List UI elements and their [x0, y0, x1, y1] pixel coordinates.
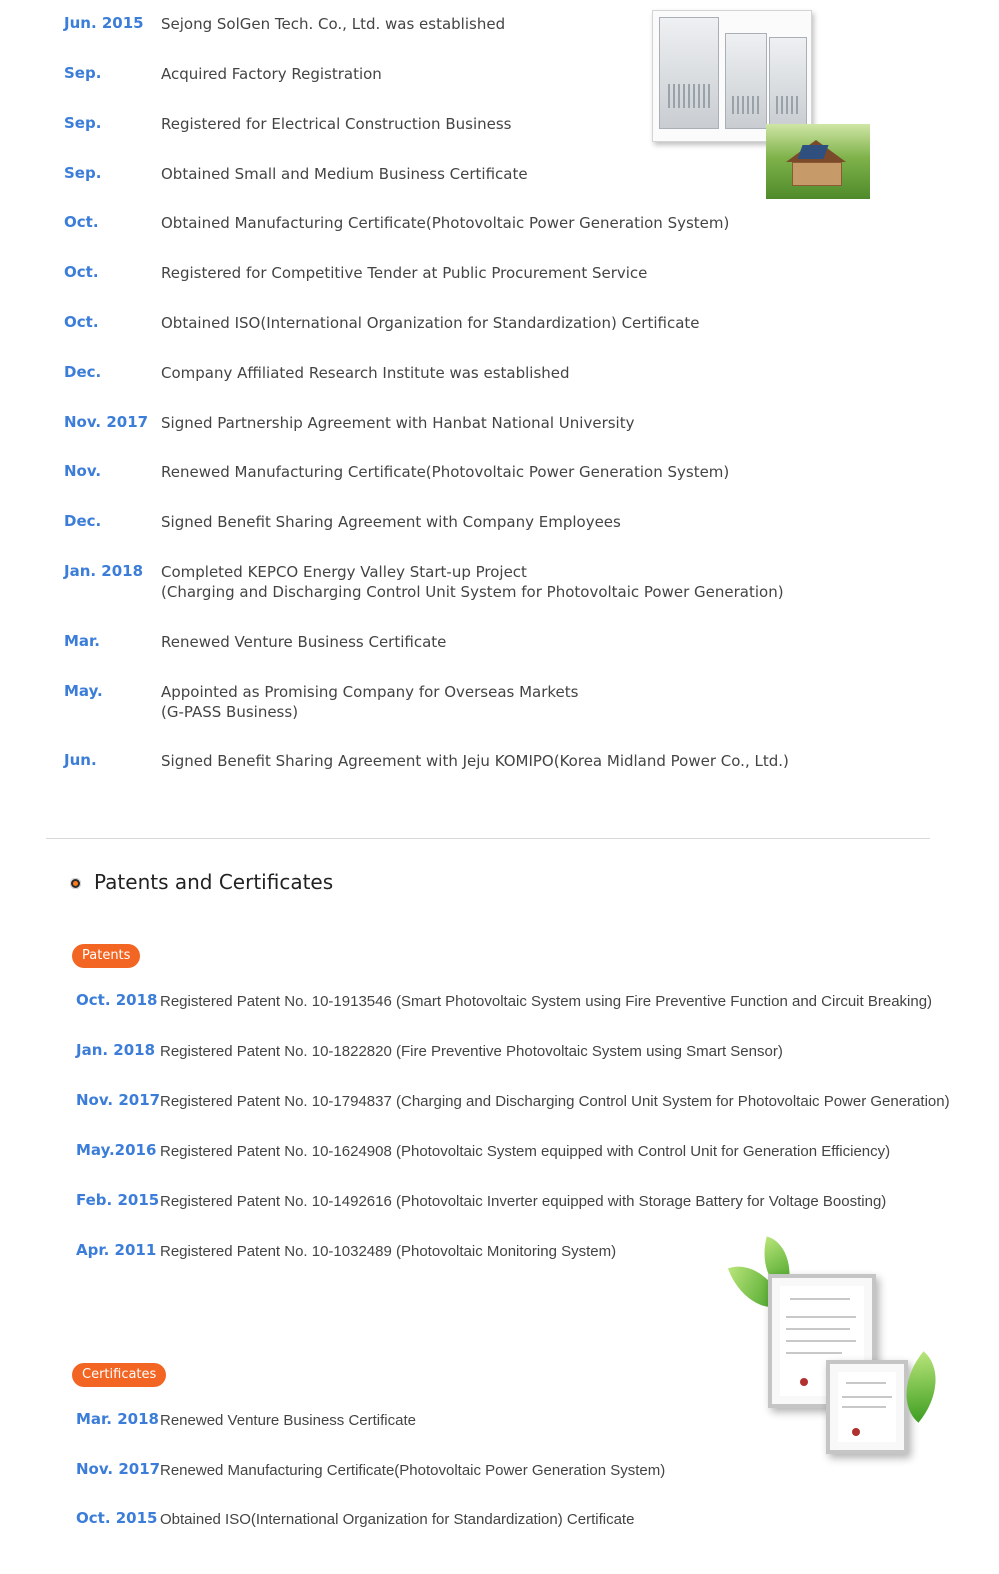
- history-description: [161, 164, 528, 184]
- solar-panel: [797, 145, 828, 159]
- certificate-frame-front: [826, 1360, 908, 1454]
- history-date: Oct.: [64, 263, 99, 281]
- certificate-text-line: [846, 1382, 886, 1384]
- patent-description: Registered Patent No. 10-1794837 (Charging and Discharging Control Unit System for Photovoltaic Power Generation): [160, 1093, 950, 1110]
- history-date: Sep.: [64, 114, 102, 132]
- certificate-date: Oct. 2015: [76, 1509, 158, 1527]
- cabinet-vent: [668, 84, 710, 108]
- history-date: Oct.: [64, 313, 99, 331]
- equipment-frame: [652, 10, 812, 142]
- patent-description: Registered Patent No. 10-1822820 (Fire Preventive Photovoltaic System using Smart Sensor): [160, 1043, 783, 1060]
- history-date: May.: [64, 682, 103, 700]
- certificate-text-line: [790, 1298, 850, 1300]
- certificate-text-line: [786, 1316, 856, 1318]
- patent-date: Oct. 2018: [76, 991, 158, 1009]
- history-line: (G-PASS Business): [161, 703, 299, 721]
- history-line: Appointed as Promising Company for Overseas Markets: [161, 683, 579, 701]
- history-date: Dec.: [64, 363, 102, 381]
- history-line: Registered for Competitive Tender at Public Procurement Service: [161, 264, 648, 282]
- patents-badge: Patents: [72, 944, 140, 968]
- certificate-text-line: [842, 1396, 892, 1398]
- history-date: Jun.: [64, 751, 97, 769]
- history-description: [161, 512, 621, 532]
- inverter-cabinet-small: [769, 37, 807, 129]
- certificate-description: Renewed Venture Business Certificate: [160, 1412, 416, 1429]
- history-description: [161, 462, 729, 482]
- patent-date: Feb. 2015: [76, 1191, 160, 1209]
- certificate-text-line: [842, 1406, 886, 1408]
- certificate-date: Nov. 2017: [76, 1460, 161, 1478]
- history-date: Nov.: [64, 462, 102, 480]
- history-line: Obtained ISO(International Organization for Standardization) Certificate: [161, 314, 700, 332]
- patent-description: Registered Patent No. 10-1624908 (Photovoltaic System equipped with Control Unit for Generation Efficiency): [160, 1143, 891, 1160]
- history-description: [161, 263, 647, 283]
- history-date: Jun. 2015: [64, 14, 144, 32]
- history-description: [161, 751, 789, 771]
- history-line: Sejong SolGen Tech. Co., Ltd. was established: [161, 15, 506, 33]
- section-divider: [46, 838, 930, 839]
- history-line: Acquired Factory Registration: [161, 65, 382, 83]
- certificates-badge: Certificates: [72, 1363, 166, 1387]
- history-date: Sep.: [64, 64, 102, 82]
- certificate-date: Mar. 2018: [76, 1410, 159, 1428]
- patent-date: May.2016: [76, 1141, 157, 1159]
- history-description: [161, 213, 729, 233]
- history-date: Mar.: [64, 632, 101, 650]
- history-description: [161, 682, 578, 722]
- certificate-paper: [838, 1372, 896, 1442]
- history-date: Dec.: [64, 512, 102, 530]
- section-title: Patents and Certificates: [94, 870, 334, 894]
- history-line: Renewed Manufacturing Certificate(Photovoltaic Power Generation System): [161, 463, 730, 481]
- history-line: Signed Benefit Sharing Agreement with Jeju KOMIPO(Korea Midland Power Co., Ltd.): [161, 752, 789, 770]
- history-line: Completed KEPCO Energy Valley Start-up Project: [161, 563, 527, 581]
- certificate-text-line: [786, 1352, 842, 1354]
- patent-description: Registered Patent No. 10-1913546 (Smart Photovoltaic System using Fire Preventive Function and Circuit Breaking): [160, 993, 933, 1010]
- house-body: [792, 162, 842, 186]
- certificate-seal: [800, 1378, 808, 1386]
- history-line: Obtained Small and Medium Business Certificate: [161, 165, 528, 183]
- history-description: [161, 562, 784, 602]
- history-description: [161, 413, 634, 433]
- inverter-cabinet-medium: [725, 33, 767, 129]
- certificate-text-line: [786, 1340, 856, 1342]
- history-date: Nov. 2017: [64, 413, 149, 431]
- inverter-cabinet-large: [659, 17, 719, 129]
- history-line: (Charging and Discharging Control Unit System for Photovoltaic Power Generation): [161, 583, 784, 601]
- certificate-description: Renewed Manufacturing Certificate(Photovoltaic Power Generation System): [160, 1462, 666, 1479]
- history-description: [161, 363, 570, 383]
- history-description: [161, 313, 700, 333]
- certificate-description: Obtained ISO(International Organization for Standardization) Certificate: [160, 1511, 635, 1528]
- patent-description: Registered Patent No. 10-1492616 (Photovoltaic Inverter equipped with Storage Battery for Voltage Boosting): [160, 1193, 887, 1210]
- solar-equipment-image: [650, 8, 872, 203]
- patent-date: Nov. 2017: [76, 1091, 161, 1109]
- history-line: Registered for Electrical Construction Business: [161, 115, 512, 133]
- history-line: Obtained Manufacturing Certificate(Photovoltaic Power Generation System): [161, 214, 730, 232]
- history-line: Signed Partnership Agreement with Hanbat National University: [161, 414, 635, 432]
- cabinet-vent: [776, 96, 800, 114]
- bullet-icon: [70, 878, 81, 889]
- history-date: Oct.: [64, 213, 99, 231]
- certificates-image: [730, 1238, 955, 1466]
- certificate-text-line: [786, 1328, 850, 1330]
- history-date: Sep.: [64, 164, 102, 182]
- patent-date: Apr. 2011: [76, 1241, 157, 1259]
- history-description: [161, 114, 511, 134]
- patent-description: Registered Patent No. 10-1032489 (Photovoltaic Monitoring System): [160, 1243, 617, 1260]
- history-description: [161, 632, 446, 652]
- cabinet-vent: [732, 96, 760, 114]
- patent-date: Jan. 2018: [76, 1041, 156, 1059]
- history-date: Jan. 2018: [64, 562, 144, 580]
- history-description: [161, 14, 505, 34]
- history-description: [161, 64, 382, 84]
- history-line: Renewed Venture Business Certificate: [161, 633, 447, 651]
- history-line: Company Affiliated Research Institute was established: [161, 364, 570, 382]
- certificate-seal: [852, 1428, 860, 1436]
- history-line: Signed Benefit Sharing Agreement with Company Employees: [161, 513, 621, 531]
